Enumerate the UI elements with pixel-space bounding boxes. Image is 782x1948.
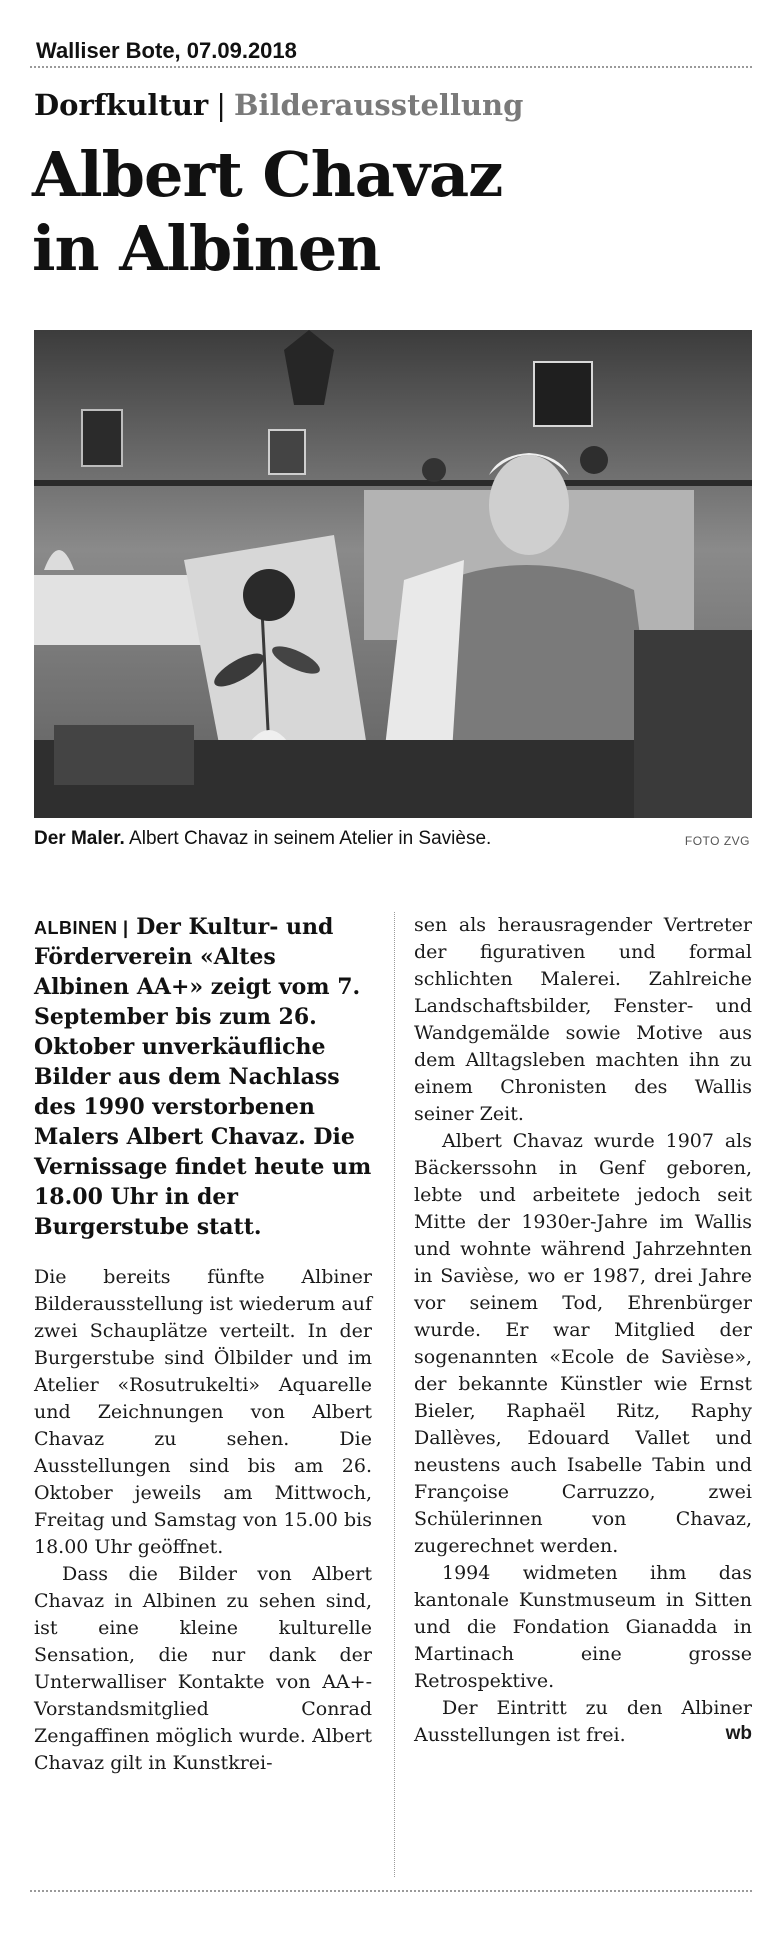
top-divider — [30, 66, 752, 68]
article-column-left — [34, 912, 372, 1777]
kicker-section: Dorfkultur — [34, 88, 209, 122]
headline — [32, 138, 752, 286]
body-paragraph-1: Die bereits fünfte Albiner Bilderausstellung ist wiederum auf zwei Schauplätze verteilt. In der Burgerstube sind Ölbilder und im Atelier «Rosutrukelti» Aquarelle und Zeichnungen von Albert Chavaz zu sehen. Die Ausstellungen sind bis am 26. Oktober jeweils am Mittwoch, Freitag und Samstag von 15.00 bis 18.00 Uhr geöffnet. — [34, 1266, 372, 1558]
headline-line-1: Albert Chavaz — [32, 138, 503, 211]
author-signature: wb — [725, 1723, 752, 1744]
headline-line-2: in Albinen — [32, 212, 381, 285]
body-paragraph-4: Albert Chavaz wurde 1907 als Bäckerssohn in Genf geboren, lebte und arbeitete jedoch seit Mitte der 1930er-Jahre im Wallis und wohnte während Jahrzehnten in Savièse, wo er 1987, drei Jahre vor seinem Tod, Ehrenbürger wurde. Er war Mitglied der sogenannten «Ecole de Savièse», der bekannte Künstler wie Ernst Bieler, Raphaël Ritz, Raphy Dallèves, Edouard Vallet und neustens auch Isabelle Tabin und Françoise Carruzzo, zwei Schülerinnen von Chavaz, zugerechnet werden. — [414, 1130, 752, 1557]
kicker — [34, 88, 523, 122]
caption-lead: Der Maler. — [34, 828, 125, 849]
column-divider — [394, 912, 395, 1877]
photo-painter-in-studio — [34, 330, 752, 818]
photo-caption — [34, 828, 752, 850]
body-paragraph-6 — [414, 1695, 752, 1749]
photo-credit: FOTO ZVG — [684, 834, 750, 848]
closing-text: Der Eintritt zu den Albiner Ausstellungen ist frei. — [414, 1697, 752, 1746]
lede-text: Der Kultur- und Förderverein «Altes Albinen AA+» zeigt vom 7. September bis zum 26. Oktober unverkäufliche Bilder aus dem Nachlass des 1990 verstorbenen Malers Albert Chavaz. Die Vernissage findet heute um 18.00 Uhr in der Burgerstube statt. — [34, 914, 372, 1240]
body-paragraph-3: sen als herausragender Vertreter der figurativen und formal schlichten Malerei. Zahlreiche Landschaftsbilder, Fenster- und Wandgemälde sowie Motive aus dem Alltagsleben machten ihn zu einem Chronisten des Wallis seiner Zeit. — [414, 914, 752, 1125]
bottom-divider — [30, 1890, 752, 1892]
kicker-separator: | — [216, 88, 226, 122]
body-paragraph-2: Dass die Bilder von Albert Chavaz in Albinen zu sehen sind, ist eine kleine kulturelle Sensation, die nur dank der Unterwalliser Kontakte von AA+-Vorstandsmitglied Conrad Zengaffinen möglich wurde. Albert Chavaz gilt in Kunstkrei- — [34, 1563, 372, 1774]
caption-text: Albert Chavaz in seinem Atelier in Savièse. — [124, 828, 492, 849]
dateline: ALBINEN | — [34, 918, 129, 938]
article-column-right — [414, 912, 752, 1749]
lede-paragraph — [34, 912, 372, 1242]
newspaper-source: Walliser Bote, 07.09.2018 — [36, 38, 297, 63]
photo-illustration — [34, 330, 752, 818]
kicker-topic: Bilderausstellung — [233, 88, 524, 122]
body-paragraph-5: 1994 widmeten ihm das kantonale Kunstmuseum in Sitten und die Fondation Gianadda in Martinach eine grosse Retrospektive. — [414, 1562, 752, 1692]
